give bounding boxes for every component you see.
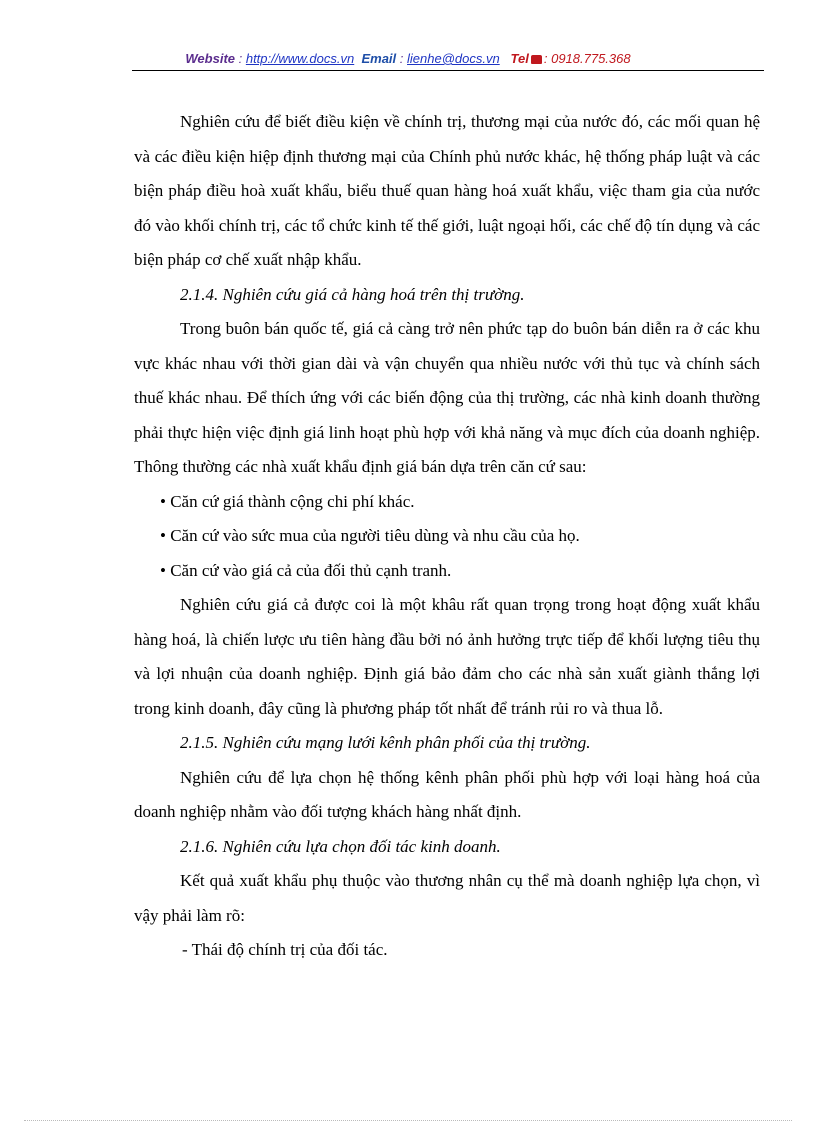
section-heading-2-1-4: 2.1.4. Nghiên cứu giá cả hàng hoá trên thị trường.	[180, 284, 525, 304]
section-heading-2-1-5: 2.1.5. Nghiên cứu mạng lưới kênh phân phối của thị trường.	[180, 733, 591, 752]
website-colon: :	[235, 51, 246, 66]
paragraph-pricing-intro: Trong buôn bán quốc tế, giá cả càng trở nên phức tạp do buôn bán diễn ra ở các khu vực khác nhau với thời gian dài và vận chuyển qua nhiều nước với thủ tục và chính sách thuế khác nhau. Để thích ứng với các biến động của thị trường, các nhà kinh doanh thường phải thực hiện việc định giá linh hoạt phù hợp với khả năng và mục đích của doanh nghiệp. Thông thường các nhà xuất khẩu định giá bán dựa trên căn cứ sau:	[134, 319, 760, 476]
paragraph-distribution: Nghiên cứu để lựa chọn hệ thống kênh phân phối phù hợp với loại hàng hoá của doanh nghiệp nhằm vào đối tượng khách hàng nhất định.	[134, 767, 760, 821]
website-link[interactable]: http://www.docs.vn	[245, 51, 355, 66]
dash-item: - Thái độ chính trị của đối tác.	[182, 940, 388, 959]
website-label: Website	[185, 51, 235, 66]
document-body	[134, 105, 760, 968]
tel-label: Tel	[510, 51, 529, 66]
email-label: Email	[361, 51, 397, 66]
bullet-item: • Căn cứ vào sức mua của người tiêu dùng và nhu cầu của họ.	[160, 526, 580, 545]
page-bottom-border	[24, 1120, 792, 1121]
header-divider	[132, 70, 764, 71]
paragraph-pricing-importance: Nghiên cứu giá cả được coi là một khâu rất quan trọng trong hoạt động xuất khẩu hàng hoá, là chiến lược ưu tiên hàng đầu bởi nó ảnh hưởng trực tiếp để khối lượng tiêu thụ và lợi nhuận của doanh nghiệp. Định giá bảo đảm cho các nhà sản xuất giành thắng lợi trong kinh doanh, đây cũng là phương pháp tốt nhất để tránh rủi ro và thua lỗ.	[134, 595, 760, 718]
phone-icon	[531, 55, 542, 64]
email-link[interactable]: lienhe@docs.vn	[407, 51, 500, 66]
section-heading-2-1-6: 2.1.6. Nghiên cứu lựa chọn đối tác kinh doanh.	[180, 836, 501, 856]
email-colon: :	[396, 51, 407, 66]
paragraph-partner-selection: Kết quả xuất khẩu phụ thuộc vào thương nhân cụ thể mà doanh nghiệp lựa chọn, vì vậy phải làm rõ:	[134, 871, 760, 925]
paragraph-political-conditions: Nghiên cứu để biết điều kiện về chính trị, thương mại của nước đó, các mối quan hệ và các điều kiện hiệp định thương mại của Chính phủ nước khác, hệ thống pháp luật và các biện pháp điều hoà xuất khẩu, biểu thuế quan hàng hoá xuất khẩu, việc tham gia của nước đó vào khối chính trị, các tổ chức kinh tế thế giới, luật ngoại hối, các chế độ tín dụng và các biện pháp cơ chế xuất nhập khẩu.	[134, 112, 760, 269]
page-header	[0, 50, 816, 68]
phone-number: : 0918.775.368	[543, 51, 631, 66]
bullet-item: • Căn cứ giá thành cộng chi phí khác.	[160, 491, 415, 511]
bullet-item: • Căn cứ vào giá cả của đối thủ cạnh tranh.	[160, 560, 452, 580]
